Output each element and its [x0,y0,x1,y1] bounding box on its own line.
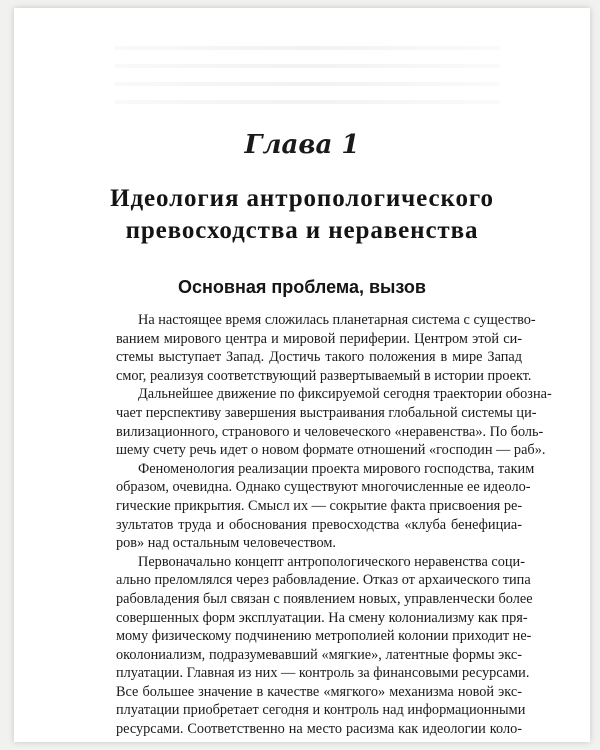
paragraph-line: плуатации. Главная из них — контроль за финансовыми ресурсами. [116,665,530,682]
paragraph-line: смог, реализуя соответствующий развертываемый в истории проект. [116,367,532,384]
body-text [116,311,552,739]
paragraph-line: Первоначально концепт антропологического неравенства соци- [138,553,525,570]
paragraph-line: ресурсами. Соответственно на место расизма как идеологии коло- [116,721,522,738]
book-page [14,8,590,742]
section-heading: Основная проблема, вызов [178,277,426,297]
bleed-through-line [114,64,500,68]
paragraph [116,553,533,739]
paragraph-line: совершенных форм эксплуатации. На смену колониализму как пря- [116,609,528,626]
chapter-label: Глава 1 [244,130,360,160]
paragraph-line: рабовладения был связан с появлением новых, управленчески более [116,590,533,607]
bleed-through-line [114,46,500,50]
paragraph-line: околониализм, подразумевавший «мягкие», латентные формы экс- [116,646,522,663]
paragraph-line: Феноменология реализации проекта мирового господства, таким [138,460,535,477]
chapter-title-line-2: превосходства и неравенства [125,217,479,244]
paragraph-line: стемы выступает Запад. Достичь такого положения в мире Запад [116,349,522,366]
paragraph-line: шему счету речь идет о новом формате отношений «господин — раб». [116,442,546,459]
paragraph-line: Все большее значение в качестве «мягкого» механизма новой экс- [116,683,522,700]
chapter-title-line-1: Идеология антропологического [110,185,494,212]
bleed-through-line [114,82,500,86]
paragraph [116,385,552,459]
paragraph-line: ров» над остальным человечеством. [116,535,337,552]
paragraph-line: вилизационного, странового и человеческого «неравенства». По боль- [116,423,544,440]
paragraph [116,311,536,385]
paragraph-line: ально преломлялся через рабовладение. Отказ от архаического типа [116,572,531,589]
paragraph-line: зультатов труда и обоснования превосходства «клуба бенефициа- [116,516,522,533]
paragraph-line: ванием мирового центра и мировой периферии. Центром этой си- [116,330,522,347]
paragraph-line: образом, очевидна. Однако существуют многочисленные ее идеоло- [116,479,531,496]
paragraph-line: мому физическому подчинению метрополией колонии приходит не- [116,628,532,645]
paragraph-line: На настоящее время сложилась планетарная система с существо- [138,312,536,328]
paragraph-line: Дальнейшее движение по фиксируемой сегодня траектории обозна- [138,386,552,403]
paragraph-line: плуатации приобретает сегодня и контроль над информационными [116,702,526,719]
chapter-title [14,183,590,247]
bleed-through-line [114,100,500,104]
paragraph-line: чает перспективу завершения выстраивания глобальной системы ци- [116,404,537,421]
paragraph [116,460,535,553]
paragraph-line: гические прикрытия. Смысл их — сокрытие факта присвоения ре- [116,497,523,514]
